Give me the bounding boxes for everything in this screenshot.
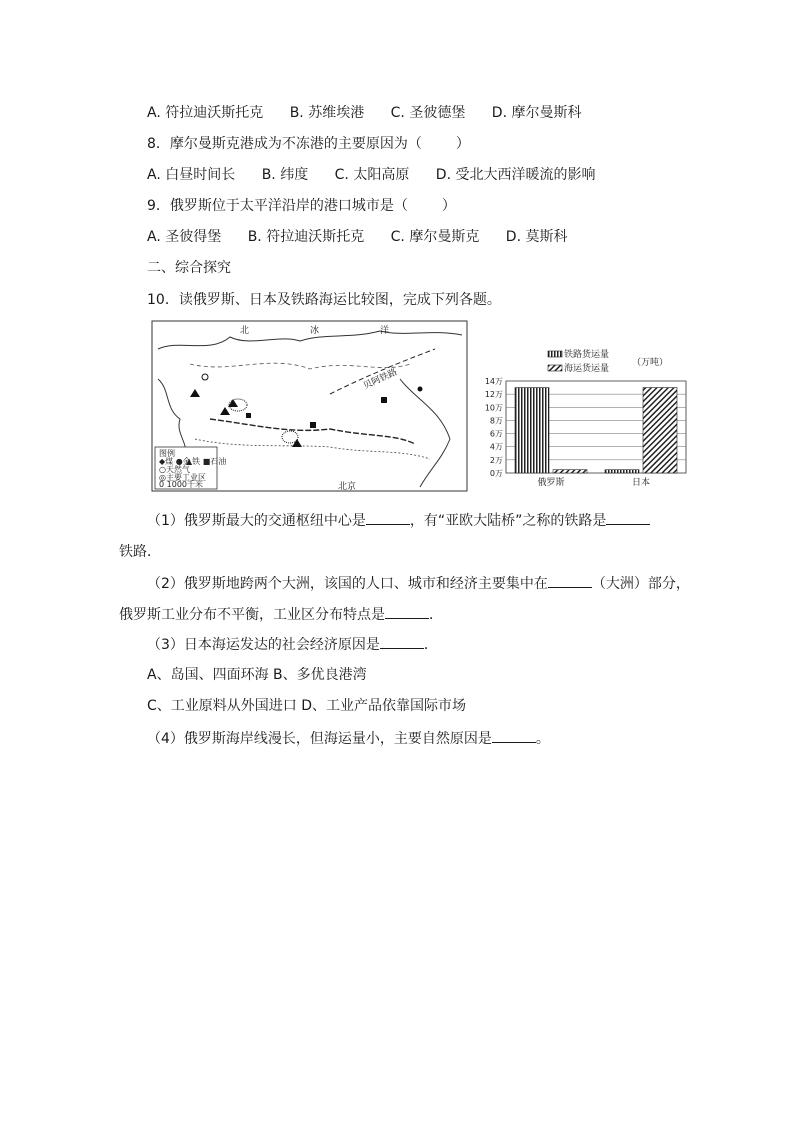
- q9-option-a: A. 圣彼得堡: [147, 229, 222, 245]
- gold-symbol: [418, 387, 423, 392]
- sub1-text-b: ，有“亚欧大陆桥”之称的铁路是: [409, 513, 607, 529]
- sub2-text-a: （2）俄罗斯地跨两个大洲，该国的人口、城市和经济主要集中在: [147, 576, 548, 592]
- answer-blank[interactable]: [606, 510, 650, 525]
- x-category-label: 日本: [631, 478, 651, 488]
- q10-stem: 10．读俄罗斯、日本及铁路海运比较图，完成下列各题。: [147, 292, 501, 308]
- q8-stem-close: ）: [455, 136, 470, 152]
- y-tick-label: 8万: [489, 416, 503, 426]
- y-tick-label: 4万: [489, 442, 503, 452]
- q8-option-b: B. 纬度: [261, 167, 309, 183]
- sub3-options-cd: C、工业原料从外国进口 D、工业产品依靠国际市场: [147, 698, 467, 714]
- sub4-text-a: （4）俄罗斯海岸线漫长，但海运量小，主要自然原因是: [147, 731, 492, 747]
- q8-stem: [147, 134, 470, 154]
- rail-label: 贝阿铁路: [362, 367, 399, 392]
- sub3-text-a: （3）日本海运发达的社会经济原因是: [147, 637, 380, 653]
- q9-option-b: B. 符拉迪沃斯托克: [247, 229, 365, 245]
- x-category-label: 俄罗斯: [537, 478, 565, 488]
- legend-rail-swatch: [548, 351, 562, 357]
- ocean-label-3: 洋: [380, 326, 390, 336]
- q10-figure: [150, 319, 690, 497]
- q8-options: [147, 165, 595, 185]
- legend-item: 0 1000千米: [159, 480, 203, 489]
- sub2-text-b: （大洲）部分，: [591, 576, 690, 592]
- y-tick-label: 14万: [484, 377, 503, 386]
- q8-stem-text: 8．摩尔曼斯克港成为不冻港的主要原因为（: [147, 136, 422, 152]
- legend-rail-label: 铁路货运量: [564, 350, 610, 360]
- sub1-line1: [147, 510, 650, 531]
- oil-symbol: [246, 413, 251, 418]
- ocean-label-2: 冰: [310, 326, 320, 336]
- legend-item: ◆煤 ●金: [159, 457, 191, 466]
- oil-symbol: [381, 397, 387, 403]
- q9-option-c: C. 摩尔曼斯克: [390, 229, 480, 245]
- sub3-text-b: ．: [423, 637, 438, 653]
- sub4-text-b: 。: [535, 731, 550, 747]
- bar-rail: [515, 388, 549, 473]
- sub3-options-ab: A、岛国、四面环海 B、多优良港湾: [147, 667, 367, 683]
- freight-chart: [470, 319, 690, 497]
- legend-title: 图例: [159, 449, 175, 458]
- bar-rail: [605, 470, 639, 473]
- q9-option-d: D. 莫斯科: [505, 229, 568, 245]
- answer-blank[interactable]: [492, 728, 536, 743]
- legend-sea-swatch: [548, 365, 562, 371]
- legend-item: ○天然气: [159, 465, 190, 474]
- sub2-text-c: 俄罗斯工业分布不平衡，工业区分布特点是: [119, 607, 385, 623]
- q7-option-b: B. 苏维埃港: [289, 105, 365, 121]
- q9-stem: [147, 196, 456, 216]
- q8-option-d: D. 受北大西洋暖流的影响: [435, 167, 596, 183]
- q7-option-c: C. 圣彼德堡: [390, 105, 466, 121]
- legend-item: ▲铁 ■石油: [186, 457, 227, 466]
- oil-symbol: [310, 422, 316, 428]
- beijing-label: 北京: [338, 482, 357, 492]
- q7-option-d: D. 摩尔曼斯科: [491, 105, 582, 121]
- sub1-line2: 铁路．: [119, 544, 161, 560]
- legend-item: ◎主要工业区: [159, 473, 206, 482]
- y-tick-label: 12万: [484, 390, 503, 400]
- sub1-text-a: （1）俄罗斯最大的交通枢纽中心是: [147, 513, 366, 529]
- q9-stem-text: 9．俄罗斯位于太平洋沿岸的港口城市是（: [147, 198, 408, 214]
- q7-option-a: A. 符拉迪沃斯托克: [147, 105, 264, 121]
- section-title: 二、综合探究: [147, 260, 231, 276]
- y-tick-label: 10万: [484, 403, 503, 413]
- q8-option-c: C. 太阳高原: [334, 167, 410, 183]
- answer-blank[interactable]: [380, 634, 424, 649]
- bar-sea: [643, 388, 677, 473]
- answer-blank[interactable]: [548, 573, 592, 588]
- y-tick-label: 2万: [489, 455, 503, 465]
- bar-sea: [553, 470, 587, 473]
- sub2-text-d: ．: [429, 607, 443, 623]
- y-tick-label: 6万: [489, 429, 503, 439]
- q9-options: [147, 227, 567, 247]
- ocean-label-1: 北: [240, 326, 250, 336]
- q8-option-a: A. 白昼时间长: [147, 167, 236, 183]
- legend-sea-label: 海运货运量: [564, 364, 610, 374]
- sub2-line1: [147, 573, 690, 594]
- sub3-line1: [147, 634, 438, 655]
- q7-options: [147, 103, 581, 123]
- answer-blank[interactable]: [385, 604, 429, 619]
- answer-blank[interactable]: [366, 510, 410, 525]
- y-tick-label: 0万: [489, 469, 503, 478]
- sub4-line1: [147, 728, 550, 749]
- unit-label: （万吨）: [632, 358, 669, 368]
- sub2-line2: [119, 604, 443, 625]
- q9-stem-close: ）: [441, 198, 456, 214]
